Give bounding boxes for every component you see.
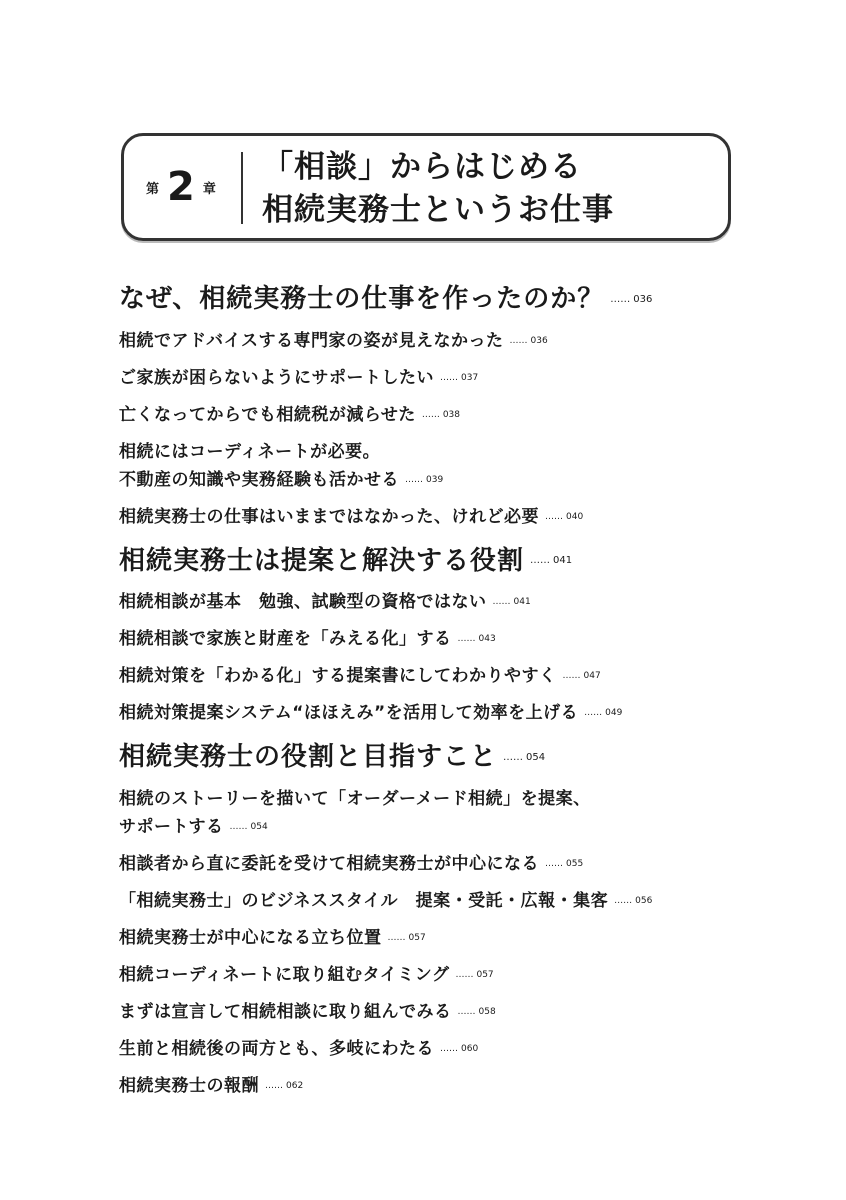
entry-line	[119, 438, 819, 466]
chapter-number: 2	[167, 164, 195, 210]
leader-dots: ……	[265, 1080, 283, 1091]
page-number: 060	[461, 1043, 479, 1054]
chapter-prefix: 第	[146, 181, 160, 197]
leader-dots: ……	[545, 858, 563, 869]
entry-line	[119, 1035, 819, 1063]
leader-dots: ……	[584, 708, 603, 718]
leader-dots: ……	[492, 597, 511, 607]
chapter-divider	[241, 152, 243, 224]
leader-dots: ……	[610, 293, 631, 305]
toc-entry	[119, 662, 819, 690]
entry-line	[119, 588, 819, 616]
entry-line	[119, 785, 819, 813]
leader-dots: ……	[421, 409, 440, 420]
leader-dots: ……	[229, 821, 248, 832]
leader-dots: ……	[509, 335, 528, 346]
entry-text: 相続実務士の報酬	[119, 1075, 259, 1096]
page-number: 041	[513, 597, 531, 607]
entry-line	[119, 364, 819, 392]
toc-entry	[119, 364, 819, 392]
entry-line	[119, 503, 819, 531]
page-number: 062	[286, 1080, 304, 1091]
page-number: 036	[530, 335, 548, 346]
page-number: 054	[526, 751, 546, 763]
leader-dots: ……	[530, 555, 551, 566]
toc-section-heading	[119, 736, 819, 779]
page-number: 041	[553, 555, 573, 566]
page-number: 056	[635, 895, 653, 906]
toc-entry	[119, 1072, 819, 1100]
chapter-header-box	[121, 133, 731, 241]
leader-dots: ……	[387, 932, 406, 943]
entry-text: 相続対策提案システム“ほほえみ”を活用して効率を上げる	[119, 703, 579, 723]
page-number: 043	[478, 634, 496, 644]
section-title: 相続実務士の役割と目指すこと	[119, 742, 498, 772]
leader-dots: ……	[440, 1043, 458, 1054]
toc-entry	[119, 850, 819, 878]
entry-text: 不動産の知識や実務経験も活かせる	[119, 469, 399, 490]
entry-line	[119, 924, 819, 952]
entry-text: 相続のストーリーを描いて「オーダーメード相続」を提案、	[119, 788, 591, 809]
page-number: 057	[408, 932, 426, 943]
entry-text: 相続コーディネートに取り組むタイミング	[119, 964, 450, 985]
entry-line	[119, 662, 819, 690]
leader-dots: ……	[614, 895, 633, 906]
toc-entry	[119, 503, 819, 531]
entry-line	[119, 998, 819, 1026]
entry-text: 相談者から直に委託を受けて相続実務士が中心になる	[119, 853, 539, 874]
toc-section-heading	[119, 540, 819, 583]
toc-entry	[119, 327, 819, 355]
section-title: なぜ、相続実務士の仕事を作ったのか？	[119, 284, 605, 314]
toc-entry	[119, 401, 819, 429]
entry-text: 相続相談で家族と財産を「みえる化」する	[119, 629, 452, 649]
page-number: 047	[583, 671, 601, 681]
leader-dots: ……	[562, 671, 581, 681]
page-number: 054	[250, 821, 268, 832]
page-number: 049	[605, 708, 623, 718]
table-of-contents	[119, 278, 819, 1109]
page-number: 057	[476, 969, 494, 980]
toc-entry	[119, 998, 819, 1026]
leader-dots: ……	[503, 751, 524, 763]
page-number: 040	[566, 511, 584, 522]
toc-section-heading	[119, 278, 819, 321]
entry-line	[119, 327, 819, 355]
leader-dots: ……	[457, 1006, 476, 1017]
leader-dots: ……	[455, 969, 474, 980]
entry-text: 相続対策を「わかる化」する提案書にしてわかりやすく	[119, 666, 557, 686]
section-title: 相続実務士は提案と解決する役割	[119, 545, 525, 576]
entry-text: 相続にはコーディネートが必要。	[119, 441, 381, 462]
toc-entry	[119, 887, 819, 915]
toc-entry	[119, 699, 819, 727]
leader-dots: ……	[457, 634, 476, 644]
toc-entry	[119, 924, 819, 952]
toc-entry	[119, 1035, 819, 1063]
toc-entry	[119, 438, 819, 494]
page-number: 055	[566, 858, 584, 869]
entry-line	[119, 625, 819, 653]
chapter-suffix: 章	[202, 181, 216, 197]
entry-text: 相続実務士の仕事はいままではなかった、けれど必要	[119, 506, 539, 527]
entry-text: 「相続実務士」のビジネススタイル 提案・受託・広報・集客	[119, 890, 609, 911]
entry-text: 相続でアドバイスする専門家の姿が見えなかった	[119, 330, 504, 351]
toc-entry	[119, 588, 819, 616]
toc-entry	[119, 625, 819, 653]
entry-text: 相続実務士が中心になる立ち位置	[119, 927, 382, 948]
entry-line	[119, 1072, 819, 1100]
leader-dots: ……	[405, 474, 423, 485]
chapter-title	[262, 146, 614, 232]
entry-line	[119, 850, 819, 878]
entry-text: ご家族が困らないようにサポートしたい	[119, 367, 434, 388]
entry-line	[119, 466, 819, 494]
page-number: 036	[633, 293, 653, 305]
entry-text: 亡くなってからでも相続税が減らせた	[119, 404, 416, 425]
entry-text: まずは宣言して相続相談に取り組んでみる	[119, 1001, 452, 1022]
toc-entry	[119, 785, 819, 841]
page-number: 038	[442, 409, 461, 420]
chapter-label	[146, 136, 216, 238]
toc-entry	[119, 961, 819, 989]
entry-line	[119, 887, 819, 915]
leader-dots: ……	[545, 511, 563, 522]
entry-line	[119, 699, 819, 727]
leader-dots: ……	[440, 372, 458, 383]
entry-line	[119, 813, 819, 841]
entry-line	[119, 961, 819, 989]
page-number: 039	[426, 474, 444, 485]
page-number: 058	[478, 1006, 496, 1017]
entry-text: 生前と相続後の両方とも、多岐にわたる	[119, 1038, 434, 1059]
entry-text: 相続相談が基本 勉強、試験型の資格ではない	[119, 592, 487, 612]
page-number: 037	[461, 372, 479, 383]
entry-line	[119, 401, 819, 429]
chapter-title-line2: 相続実務士というお仕事	[262, 192, 614, 228]
chapter-title-line1: 「相談」からはじめる	[262, 149, 582, 185]
entry-text: サポートする	[119, 816, 224, 837]
